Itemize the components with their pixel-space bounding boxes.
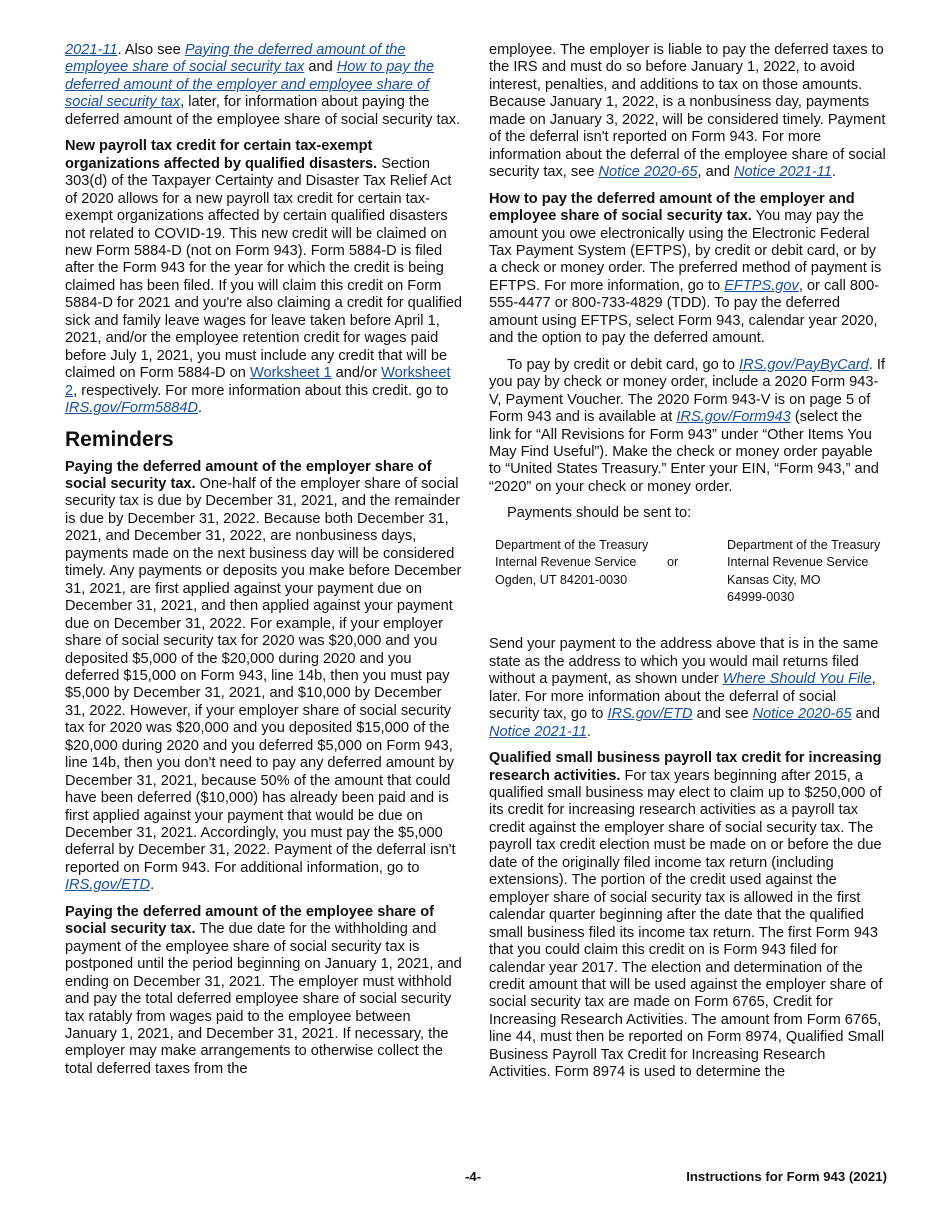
notice-2020-65-link[interactable]: Notice 2020-65 (598, 164, 698, 181)
notice-2021-11-link[interactable]: Notice 2021-11 (734, 164, 832, 181)
notice-2021-11-link[interactable]: Notice 2021-11 (489, 723, 587, 740)
right-column (489, 42, 887, 1091)
irs-form943-link[interactable]: IRS.gov/Form943 (676, 409, 791, 426)
paragraph-employer-deferral: Paying the deferred amount of the employer share of social security tax. One-half of the employer share of social security tax is due by December 31, 2021, and the remainder is due by December 31, 2022. Because both December 31, 2021, and December 31, 2022, are nonbusiness days, payments made on the next business day will be considered timely. Any payments or deposits you make before December 31, 2021, are first applied against your payment due on December 31, 2021, and then applied against your payment due on December 31, 2022. For example, if your employer share of social security tax for 2020 was $20,000 and you deposited $5,000 of the $20,000 during 2020 and you deferred $15,000 on Form 943, line 14b, then you must pay $5,000 by December 31, 2021, and $10,000 by December 31, 2022. However, if your employer share of social security tax for 2020 was $20,000 and you deposited $15,000 of the $20,000 during 2020 and you deferred $5,000 on Form 943, line 14b, then you don't need to pay any deferred amount by December 31, 2021, because 50% of the amount that could have been deferred ($10,000) has already been paid and is first applied against your payment that would be due on December 31, 2021. Accordingly, you must pay the $5,000 deferral by December 31, 2022. Payment of the deferral isn't reported on Form 943. For additional information, go to IRS.gov/ETD. (65, 458, 462, 894)
notice-2021-11-link[interactable]: 2021-11 (65, 42, 118, 58)
paying-deferred-employee-link[interactable]: Paying the deferred amount of the employee share of social security tax (65, 42, 406, 76)
section-heading: Qualified small business payroll tax credit for increasing research activities. (489, 750, 882, 784)
paragraph-employee-continued: employee. The employer is liable to pay the deferred taxes to the IRS and must do so before January 1, 2022, to avoid interest, penalties, and additions to tax on those amounts. Because January 1, 2022, is a nonbusiness day, payments made on January 3, 2022, will be considered timely. Payment of the deferral isn't reported on Form 943. For more information about the deferral of the employee share of social security tax, see Notice 2020-65, and Notice 2021-11. (489, 42, 886, 181)
where-should-you-file-link[interactable]: Where Should You File (722, 671, 872, 688)
section-heading: Paying the deferred amount of the employer share of social security tax. (65, 458, 432, 492)
mailing-addresses (495, 537, 887, 607)
paragraph-new-payroll-credit: New payroll tax credit for certain tax-exempt organizations affected by qualified disasters. Section 303(d) of the Taxpayer Certainty and Disaster Tax Relief Act of 2020 allows for a new payroll tax credit for certain tax-exempt organizations affected by certain qualified disasters not related to COVID-19. This new credit will be claimed on new Form 5884-D (not on Form 943). Form 5884-D is filed after the Form 943 for the year for which the credit is being claimed has been filed. If you will claim this credit on Form 5884-D for 2021 and you're also claiming a credit for qualified sick and family leave wages for leave taken before April 1, 2021, and/or the employee retention credit for wages paid before July 1, 2021, you must include any credit that will be claimed on Form 5884-D on Worksheet 1 and/or Worksheet 2, respectively. For more information about this credit. go to IRS.gov/Form5884D. (65, 138, 463, 417)
irs-form5884d-link[interactable]: IRS.gov/Form5884D (65, 400, 199, 417)
paragraph-employee-deferral: Paying the deferred amount of the employee share of social security tax. The due date for the withholding and payment of the employee share of social security tax is postponed until the period beginning on January 1, 2021, and ending on December 31, 2021. The employer must withhold and pay the total deferred employee share of social security tax ratably from wages paid to the employee between January 1, 2021, and December 31, 2021. If necessary, the employer may make arrangements to otherwise collect the total deferred taxes from the (65, 903, 462, 1077)
worksheet-1-link[interactable]: Worksheet 1 (249, 365, 332, 382)
address-kansas-city: Department of the Treasury Internal Revenue Service Kansas City, MO 64999-0030 (727, 537, 881, 604)
notice-2020-65-link[interactable]: Notice 2020-65 (752, 706, 852, 723)
eftps-link[interactable]: EFTPS.gov (724, 277, 799, 294)
page-footer (65, 1169, 887, 1189)
paragraph-payments-sent: Payments should be sent to: (507, 505, 692, 522)
section-heading: How to pay the deferred amount of the employer and employee share of social security tax. (489, 190, 855, 225)
how-to-pay-deferred-link[interactable]: How to pay the deferred amount of the employer and employee share of social security tax (65, 59, 435, 111)
address-ogden: Department of the Treasury Internal Revenue Service Ogden, UT 84201-0030 (495, 537, 649, 587)
paragraph-research-credit: Qualified small business payroll tax credit for increasing research activities. For tax years beginning after 2015, a qualified small business may elect to claim up to $250,000 of its credit for increasing research activities as a payroll tax credit against the employer share of social security tax. The payroll tax credit election must be made on or before the due date of the originally filed income tax return (including extensions). The portion of the credit used against the employer share of social security tax is allowed in the first calendar quarter beginning after the date that the qualified small business filed its income tax return. The first Form 943 that you could claim this credit on is Form 943 filed for calendar year 2017. The election and determination of the credit amount that will be used against the employer share of social security tax are made on Form 6765, Credit for Increasing Research Activities. The amount from Form 6765, line 44, must then be reported on Form 8974, Qualified Small Business Payroll Tax Credit for Increasing Research Activities. Form 8974 is used to determine the (489, 750, 885, 1081)
left-column (65, 42, 463, 1087)
page-number: -4- (465, 1169, 482, 1184)
paragraph-send-payment: Send your payment to the address above that is in the same state as the address to which you would mail returns filed without a payment, as shown under Where Should You File, later. For more information about the deferral of social security tax, go to IRS.gov/ETD and see Notice 2020-65 and Notice 2021-11. (489, 636, 881, 740)
document-title: Instructions for Form 943 (2021) (686, 1169, 887, 1184)
reminders-heading: Reminders (65, 427, 174, 451)
address-or-label: or (667, 555, 679, 570)
worksheet-2-link[interactable]: Worksheet 2 (65, 365, 451, 399)
paragraph-pay-by-card: To pay by credit or debit card, go to IRS.gov/PayByCard. If you pay by check or money order, include a 2020 Form 943-V, Payment Voucher. The 2020 Form 943-V is on page 5 of Form 943 and is available at IRS.gov/Form943 (select the link for “All Revisions for Form 943” under “Other Items You May Find Useful”). Make the check or money order payable to “United States Treasury.” Enter your EIN, “Form 943,” and “2020” on your check or money order. (489, 356, 886, 495)
section-heading: Paying the deferred amount of the employee share of social security tax. (65, 903, 434, 938)
paragraph-how-to-pay: How to pay the deferred amount of the employer and employee share of social security tax. You may pay the amount you owe electronically using the Electronic Federal Tax Payment System (EFTPS), by credit or debit card, or by a check or money order. The preferred method of payment is EFTPS. For more information, go to EFTPS.gov, or call 800-555-4477 or 800-733-4829 (TDD). To pay the deferred amount using EFTPS, select Form 943, calendar year 2020, and the option to pay the deferred amount. (489, 190, 882, 347)
irs-etd-link[interactable]: IRS.gov/ETD (607, 706, 693, 723)
irs-etd-link[interactable]: IRS.gov/ETD (65, 877, 151, 894)
paragraph-intro: 2021-11. Also see Paying the deferred amount of the employee share of social security tax and How to pay the deferred amount of the employer and employee share of social security tax, later, for information about paying the deferred amount of the employee share of social security tax. (65, 42, 461, 128)
section-heading: New payroll tax credit for certain tax-exempt organizations affected by qualified disasters. (65, 138, 378, 172)
irs-paybycard-link[interactable]: IRS.gov/PayByCard (739, 356, 869, 373)
